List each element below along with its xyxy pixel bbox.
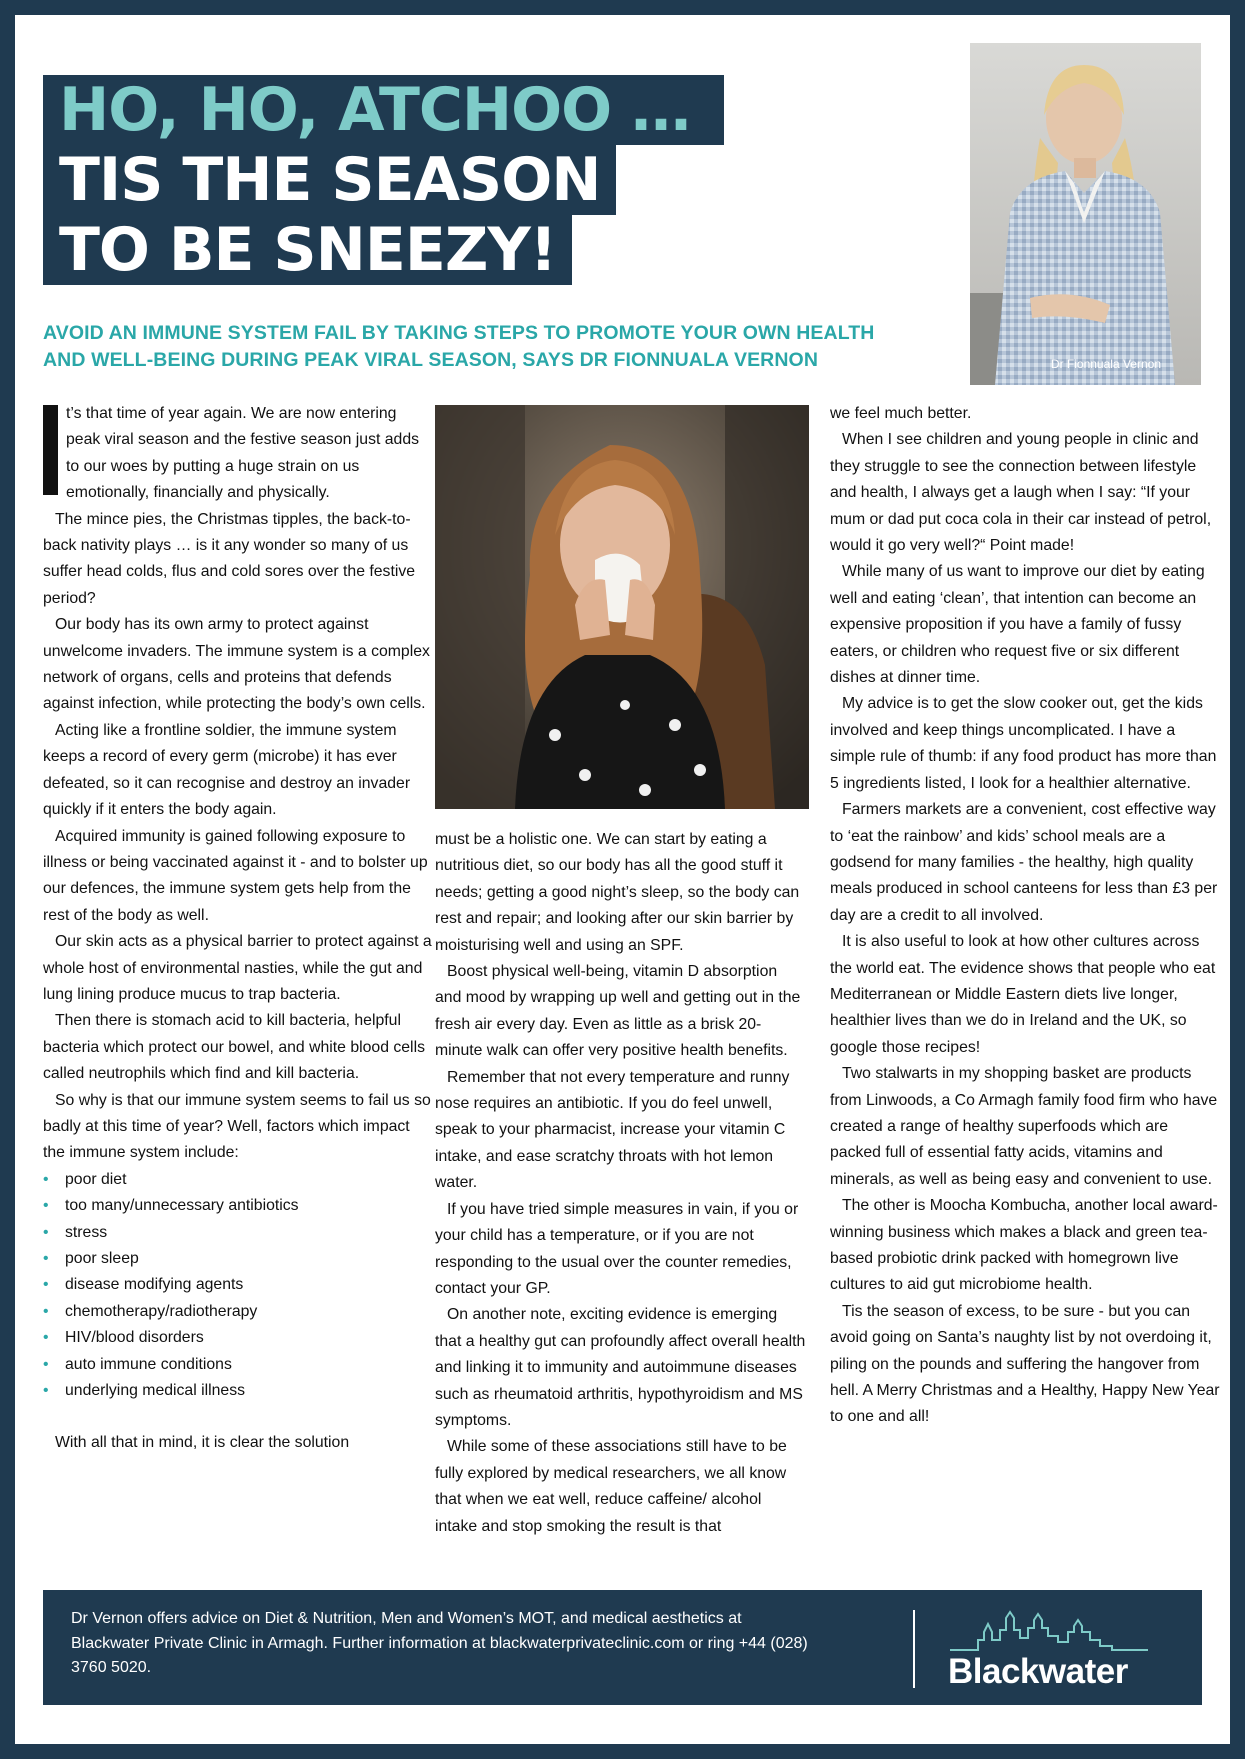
list-item: • disease modifying agents [43, 1272, 433, 1298]
paragraph: My advice is to get the slow cooker out, get the kids involved and keep things uncomplicated. I have a simple rule of thumb: if any food product has more than 5 ingredients listed, I look for a healthier alternative. [830, 695, 1217, 792]
clinic-info-text: Dr Vernon offers advice on Diet & Nutrition, Men and Women’s MOT, and medical aesthetics at Blackwater Private Clinic in Armagh. Further information at blackwaterprivateclinic.com or ring +44 (028) 3760 5020. [71, 1610, 808, 1676]
author-portrait-image [970, 43, 1201, 385]
list-item: • underlying medical illness [43, 1378, 433, 1404]
article-column-1 [43, 401, 433, 1457]
paragraph: On another note, exciting evidence is emerging that a healthy gut can profoundly affect overall health and linking it to immunity and autoimmune diseases such as rheumatoid arthritis, hypothyroidism and MS symptoms. [435, 1306, 806, 1429]
headline [43, 75, 724, 285]
drop-cap [43, 405, 58, 495]
list-item: • poor diet [43, 1167, 433, 1193]
list-item: • poor sleep [43, 1246, 433, 1272]
paragraph: Remember that not every temperature and runny nose requires an antibiotic. If you do feel unwell, speak to your pharmacist, increase your vitamin C intake, and ease scratchy throats with hot lemon water. [435, 1068, 790, 1192]
list-item: • chemotherapy/radiotherapy [43, 1299, 433, 1325]
list-item: • auto immune conditions [43, 1352, 433, 1378]
paragraph: So why is that our immune system seems to fail us so badly at this time of year? Well, factors which impact the immune system include: [43, 1091, 431, 1162]
standfirst-line-2: AND WELL-BEING DURING PEAK VIRAL SEASON, SAYS DR FIONNUALA VERNON [43, 349, 818, 371]
paragraph: Farmers markets are a convenient, cost effective way to ‘eat the rainbow’ and kids’ school meals are a godsend for many families - the healthy, high quality meals produced in school canteens for less than £3 per day are a credit to all involved. [830, 801, 1218, 924]
list-item: • HIV/blood disorders [43, 1325, 433, 1351]
headline-line-2: TIS THE SEASON [43, 145, 616, 215]
paragraph: Two stalwarts in my shopping basket are products from Linwoods, a Co Armagh family food firm who have created a range of healthy superfoods which are packed full of essential fatty acids, vitamins and minerals, as well as being easy and convenient to use. [830, 1065, 1218, 1188]
author-portrait [970, 43, 1201, 385]
paragraph: must be a holistic one. We can start by eating a nutritious diet, so our body has all the good stuff it needs; getting a good night’s sleep, so the body can rest and repair; and looking after our skin barrier by moisturising well and using an SPF. [435, 831, 800, 954]
paragraph: With all that in mind, it is clear the solution [55, 1434, 350, 1452]
paragraph: Boost physical well-being, vitamin D absorption and mood by wrapping up well and getting out in the fresh air every day. Even as little as a brisk 20-minute walk can offer very positive health benefits. [435, 963, 801, 1060]
paragraph: Our skin acts as a physical barrier to protect against a whole host of environmental nasties, while the gut and lung lining produce mucus to trap bacteria. [43, 933, 432, 1003]
paragraph: It is also useful to look at how other cultures across the world eat. The evidence shows that people who eat Mediterranean or Middle Eastern diets live longer, healthier lives than we do in Ireland and the UK, so google those recipes! [830, 933, 1216, 1056]
portrait-caption: Dr Fionnuala Vernon [1050, 357, 1161, 371]
paragraph: Acting like a frontline soldier, the immune system keeps a record of every germ (microbe) it has ever defeated, so it can recognise and destroy an invader quickly if it enters the body again. [43, 721, 411, 819]
sneezing-woman-photo [435, 405, 809, 809]
blackwater-logo [948, 1610, 1168, 1690]
logo-wordmark: Blackwater [948, 1652, 1128, 1691]
sneezing-woman-image [435, 405, 809, 809]
headline-line-3: TO BE SNEEZY! [43, 215, 572, 285]
article-column-3 [830, 401, 1220, 1431]
skyline-icon [948, 1610, 1168, 1654]
paragraph: While many of us want to improve our diet by eating well and eating ‘clean’, that intention can become an expensive proposition if you have a family of fussy eaters, or children who request five or six different dishes at dinner time. [830, 563, 1205, 687]
standfirst-line-1: AVOID AN IMMUNE SYSTEM FAIL BY TAKING STEPS TO PROMOTE YOUR OWN HEALTH [43, 322, 875, 344]
factor-list [43, 1167, 433, 1405]
paragraph: Then there is stomach acid to kill bacteria, helpful bacteria which protect our bowel, and white blood cells called neutrophils which find and kill bacteria. [43, 1012, 425, 1083]
paragraph: Tis the season of excess, to be sure - but you can avoid going on Santa’s naughty list by not overdoing it, piling on the pounds and suffering the hangover from hell. A Merry Christmas and a Healthy, Happy New Year to one and all! [830, 1302, 1220, 1426]
clinic-info-banner [43, 1590, 1202, 1705]
divider [913, 1610, 915, 1688]
paragraph: While some of these associations still have to be fully explored by medical researchers, we all know that when we eat well, reduce caffeine/ alcohol intake and stop smoking the result is that [435, 1438, 787, 1535]
paragraph: Our body has its own army to protect against unwelcome invaders. The immune system is a complex network of organs, cells and proteins that defends against infection, while protecting the body’s own cells. [43, 616, 430, 713]
paragraph: When I see children and young people in clinic and they struggle to see the connection between lifestyle and health, I always get a laugh when I say: “If your mum or dad put coca cola in their car instead of petrol, would it go very well?“ Point made! [830, 431, 1212, 555]
headline-line-1: HO, HO, ATCHOO … [43, 75, 724, 145]
article-page [15, 15, 1230, 1744]
list-item: • too many/unnecessary antibiotics [43, 1193, 433, 1219]
paragraph: Acquired immunity is gained following exposure to illness or being vaccinated against it - and to bolster up our defences, the immune system gets help from the rest of the body as well. [43, 827, 428, 924]
paragraph: If you have tried simple measures in vain, if you or your child has a temperature, or if you are not responding to the usual over the counter remedies, contact your GP. [435, 1200, 799, 1297]
list-item: • stress [43, 1220, 433, 1246]
paragraph-text: t’s that time of year again. We are now entering peak viral season and the festive season just adds to our woes by putting a huge strain on us emotionally, financially and physically. [66, 405, 420, 502]
paragraph: The other is Moocha Kombucha, another local award-winning business which makes a black and green tea-based probiotic drink packed with homegrown live cultures to aid gut microbiome health. [830, 1197, 1218, 1294]
article-column-2 [435, 827, 807, 1540]
standfirst [43, 320, 943, 374]
paragraph: we feel much better. [830, 405, 972, 422]
paragraph [43, 401, 433, 507]
paragraph: The mince pies, the Christmas tipples, the back-to-back nativity plays … is it any wonder so many of us suffer head colds, flus and cold sores over the festive period? [43, 510, 416, 607]
